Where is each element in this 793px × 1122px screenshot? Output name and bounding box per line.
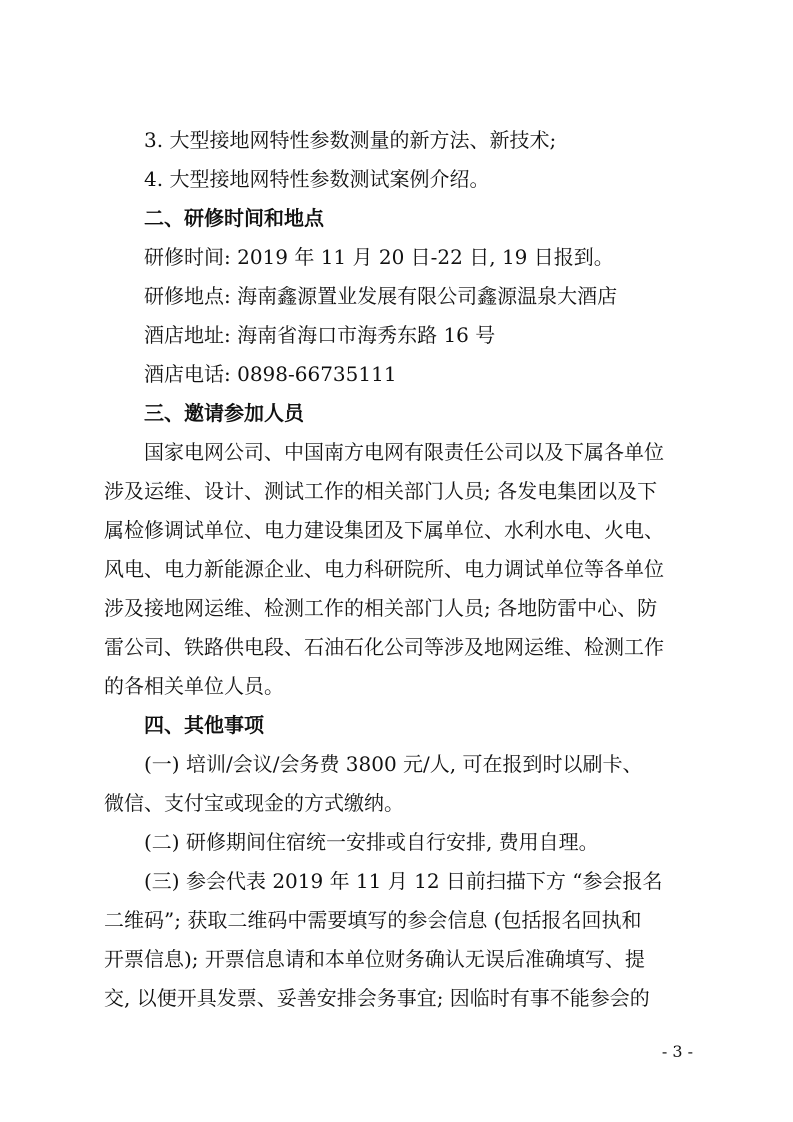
- training-place: 研修地点: 海南鑫源置业发展有限公司鑫源温泉大酒店: [144, 284, 618, 308]
- section-4-heading: 四、其他事项: [144, 713, 264, 737]
- page-number: - 3 -: [661, 1042, 693, 1061]
- section-4-line: 二维码”; 获取二维码中需要填写的参会信息 (包括报名回执和: [104, 908, 642, 932]
- hotel-address: 酒店地址: 海南省海口市海秀东路 16 号: [144, 323, 496, 347]
- section-4-line: (一) 培训/会议/会务费 3800 元/人, 可在报到时以刷卡、: [144, 752, 643, 776]
- section-4-line: (二) 研修期间住宿统一安排或自行安排, 费用自理。: [144, 830, 599, 854]
- section-3-line: 属检修调试单位、电力建设集团及下属单位、水利水电、火电、: [104, 518, 664, 542]
- section-4-line: (三) 参会代表 2019 年 11 月 12 日前扫描下方 “参会报名: [144, 869, 663, 893]
- hotel-phone: 酒店电话: 0898-66735111: [144, 362, 397, 386]
- section-3-line: 涉及运维、设计、测试工作的相关部门人员; 各发电集团以及下: [104, 479, 658, 503]
- section-2-heading: 二、研修时间和地点: [144, 206, 324, 230]
- section-3-line: 风电、电力新能源企业、电力科研院所、电力调试单位等各单位: [104, 557, 664, 581]
- list-item-3: 3. 大型接地网特性参数测量的新方法、新技术;: [144, 128, 557, 152]
- section-3-line: 雷公司、铁路供电段、石油石化公司等涉及地网运维、检测工作: [104, 635, 664, 659]
- section-3-line: 国家电网公司、中国南方电网有限责任公司以及下属各单位: [144, 440, 664, 464]
- section-3-line: 涉及接地网运维、检测工作的相关部门人员; 各地防雷中心、防: [104, 596, 658, 620]
- section-3-line: 的各相关单位人员。: [104, 674, 284, 698]
- training-time: 研修时间: 2019 年 11 月 20 日-22 日, 19 日报到。: [144, 245, 614, 269]
- list-item-4: 4. 大型接地网特性参数测试案例介绍。: [144, 167, 490, 191]
- section-4-line: 交, 以便开具发票、妥善安排会务事宜; 因临时有事不能参会的: [104, 986, 650, 1010]
- section-4-line: 开票信息); 开票信息请和本单位财务确认无误后准确填写、提: [104, 947, 645, 971]
- section-3-heading: 三、邀请参加人员: [144, 401, 304, 425]
- section-4-line: 微信、支付宝或现金的方式缴纳。: [104, 791, 404, 815]
